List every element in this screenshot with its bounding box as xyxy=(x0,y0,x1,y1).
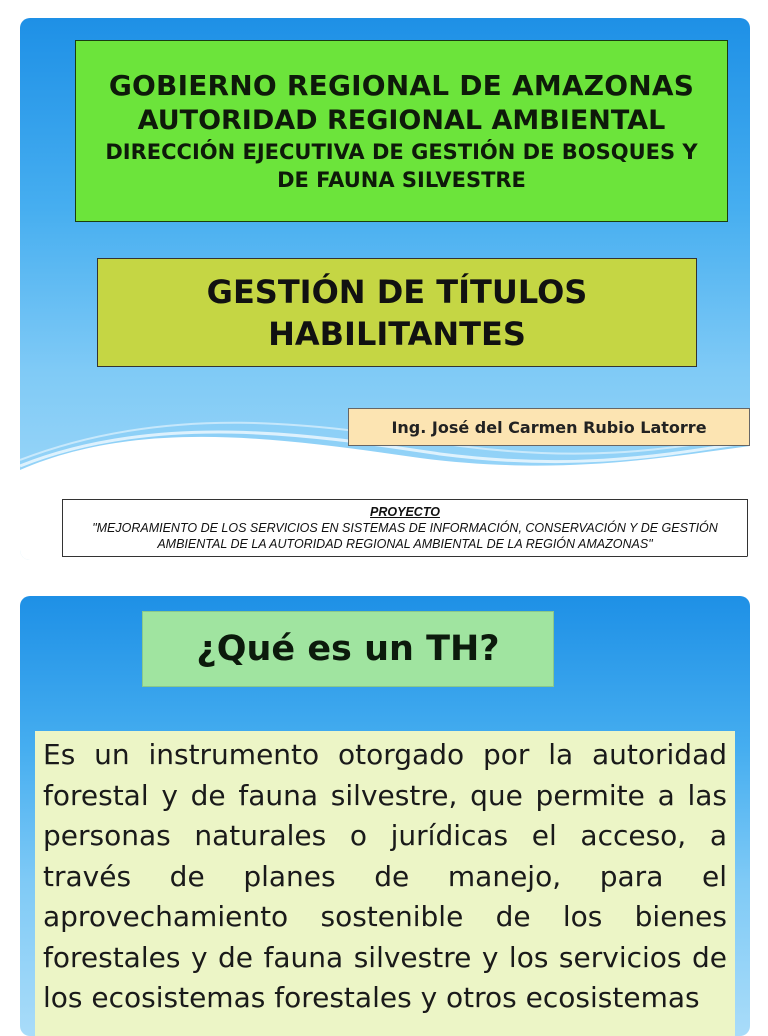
project-label: PROYECTO xyxy=(370,505,440,519)
header-line-2: AUTORIDAD REGIONAL AMBIENTAL xyxy=(137,105,666,136)
project-text: "MEJORAMIENTO DE LOS SERVICIOS EN SISTEMAS DE INFORMACIÓN, CONSERVACIÓN Y DE GESTIÓN AMBIENTAL DE LA AUTORIDAD REGIONAL AMBIENTAL DE LA REGIÓN AMAZONAS" xyxy=(92,521,718,551)
slide-2-title: ¿Qué es un TH? xyxy=(142,611,554,687)
slide-1 xyxy=(20,18,750,560)
header-line-3: DIRECCIÓN EJECUTIVA DE GESTIÓN DE BOSQUES Y DE FAUNA SILVESTRE xyxy=(105,140,698,192)
project-box xyxy=(62,499,748,557)
presentation-title: GESTIÓN DE TÍTULOS HABILITANTES xyxy=(97,258,697,367)
slide-2 xyxy=(20,596,750,1036)
definition-text: Es un instrumento otorgado por la autoridad forestal y de fauna silvestre, que permite a las personas naturales o jurídicas el acceso, a través de planes de manejo, para el aprovechamiento sostenible de los bienes forestales y de fauna silvestre y los servicios de los ecosistemas forestales y otros ecosistemas xyxy=(35,731,735,1036)
author-box: Ing. José del Carmen Rubio Latorre xyxy=(348,408,750,446)
header-line-1: GOBIERNO REGIONAL DE AMAZONAS xyxy=(108,69,695,102)
institution-header xyxy=(75,40,728,222)
